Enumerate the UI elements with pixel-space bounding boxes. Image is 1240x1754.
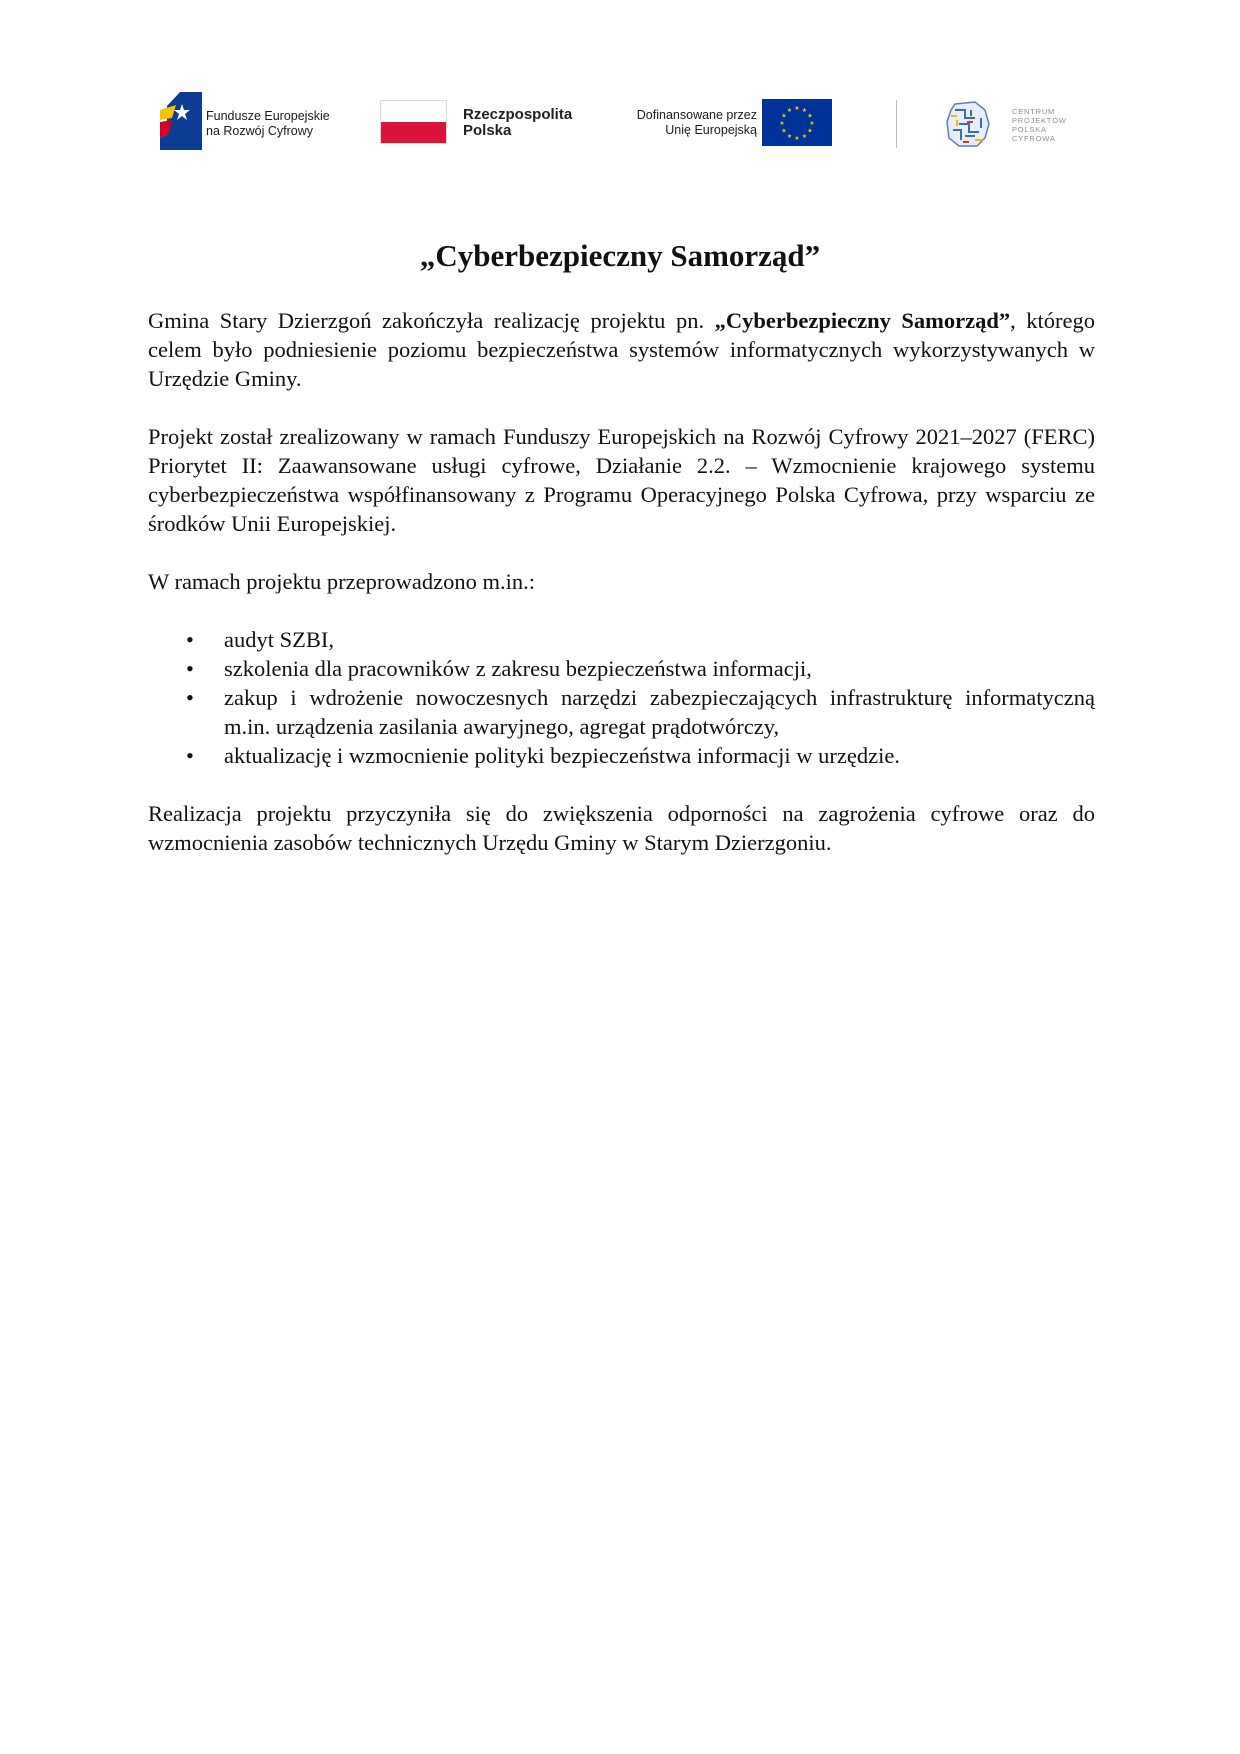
closing-paragraph: Realizacja projektu przyczyniła się do zwiększenia odporności na zagrożenia cyfrowe oraz do wzmocnienia zasobów technicznych Urzędu Gminy w Starym Dzierzgoniu. [148, 801, 1095, 855]
eu-cofinancing-text [600, 108, 757, 138]
svg-text:★: ★ [779, 120, 785, 127]
svg-text:★: ★ [809, 120, 815, 127]
list-item [148, 683, 1095, 741]
svg-text:★: ★ [794, 105, 800, 112]
fundusze-line1: Fundusze Europejskie [206, 109, 330, 123]
fundusze-europejskie-logo [160, 92, 202, 150]
cpc-map-logo [945, 100, 991, 148]
svg-text:★: ★ [794, 135, 800, 142]
document-title: „Cyberbezpieczny Samorząd” [419, 238, 821, 273]
rzeczpospolita-line1: Rzeczpospolita [463, 106, 573, 123]
activities-list [148, 625, 1095, 770]
svg-text:★: ★ [781, 127, 787, 135]
list-item-text: audyt SZBI, [224, 627, 334, 652]
eu-flag-icon [762, 99, 832, 146]
list-item [148, 741, 1095, 770]
bullet-icon: • [186, 743, 194, 768]
svg-text:★: ★ [786, 133, 793, 140]
intro-text-after: , którego celem było podniesienie poziomu bezpieczeństwa systemów informatycznych wykorzystywanych w Urzędzie Gminy. [148, 308, 1096, 391]
intro-text-before: Gmina Stary Dzierzgoń zakończyła realizację projektu pn. [148, 308, 715, 333]
document-body [148, 306, 1095, 886]
list-item-text: szkolenia dla pracowników z zakresu bezpieczeństwa informacji, [224, 656, 812, 681]
list-intro: W ramach projektu przeprowadzono m.in.: [148, 569, 535, 594]
eu-line1: Dofinansowane przez [636, 108, 757, 122]
program-paragraph: Projekt został zrealizowany w ramach Funduszy Europejskich na Rozwój Cyfrowy 2021–2027 (FERC) Priorytet II: Zaawansowane usługi cyfrowe, Działanie 2.2. – Wzmocnienie krajowego systemu cyberbezpieczeństwa współfinansowany z Programu Operacyjnego Polska Cyfrowa, przy wsparciu ze środków Unii Europejskiej. [148, 424, 1095, 536]
logo-bar [0, 0, 1240, 180]
cpc-text [1012, 107, 1067, 143]
svg-text:★: ★ [801, 133, 808, 140]
cpc-line4: CYFROWA [1012, 134, 1056, 143]
rzeczpospolita-line2: Polska [463, 122, 512, 139]
bullet-icon: • [186, 656, 194, 681]
cpc-line3: POLSKA [1012, 125, 1047, 134]
eu-line2: Unię Europejską [665, 123, 757, 137]
svg-text:★: ★ [781, 112, 787, 120]
bullet-icon: • [186, 685, 194, 710]
fundusze-line2: na Rozwój Cyfrowy [206, 124, 313, 138]
list-item [148, 654, 1095, 683]
logo-divider [896, 100, 897, 148]
svg-text:★: ★ [807, 112, 813, 120]
svg-text:★: ★ [807, 127, 813, 135]
intro-paragraph [148, 306, 1095, 393]
polish-flag [380, 100, 447, 144]
bullet-icon: • [186, 627, 194, 652]
svg-text:★: ★ [801, 107, 808, 114]
list-item-text: zakup i wdrożenie nowoczesnych narzędzi zabezpieczających infrastrukturę informatyczną m.in. urządzenia zasilania awaryjnego, agregat prądotwórczy, [224, 685, 1095, 739]
fundusze-europejskie-text [206, 109, 330, 139]
list-item-text: aktualizację i wzmocnienie polityki bezpieczeństwa informacji w urzędzie. [224, 743, 900, 768]
cpc-line2: PROJEKTÓW [1012, 116, 1067, 125]
svg-text:★: ★ [786, 107, 793, 114]
intro-project-name: „Cyberbezpieczny Samorząd” [714, 308, 1011, 333]
list-item [148, 625, 1095, 654]
rzeczpospolita-polska-text [463, 107, 572, 139]
cpc-line1: CENTRUM [1012, 107, 1056, 116]
